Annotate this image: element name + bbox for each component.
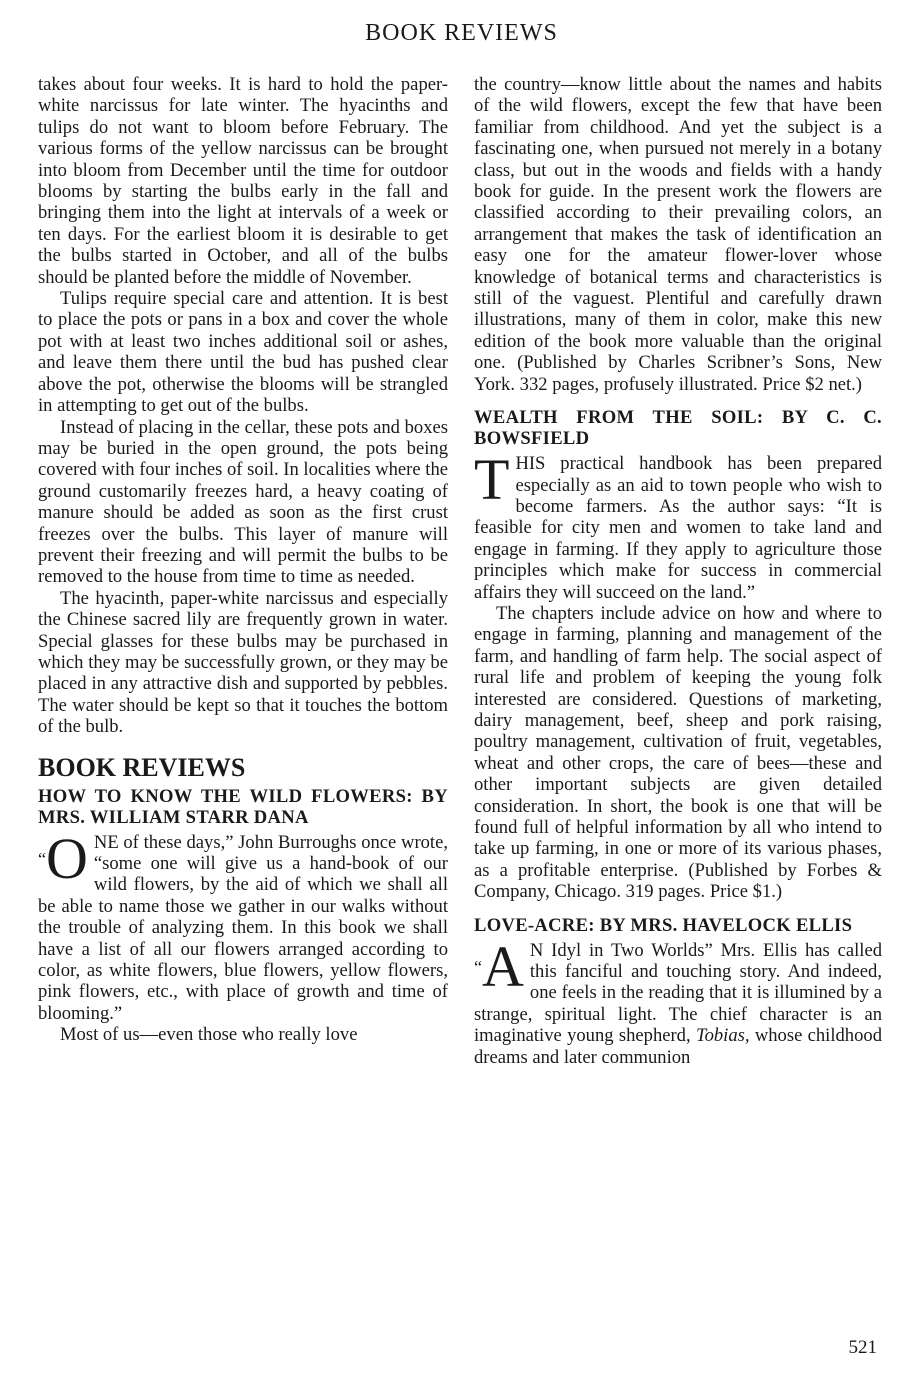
- review-title: LOVE-ACRE: BY MRS. HAVELOCK ELLIS: [474, 914, 853, 936]
- drop-cap: [38, 825, 88, 891]
- drop-cap-letter: O: [46, 825, 88, 891]
- review-paragraph: [474, 447, 882, 603]
- paragraph: takes about four weeks. It is hard to hold the paper-white narcissus for late winter. The hyacinths and tulips do not want to bloom before February. The various forms of the yellow narcissus can be brought into bloom from December until the time for outdoor blooms by starting the bulbs early in the fall and bringing them into the light at intervals of a week or ten days. For the earliest bloom it is desirable to get the bulbs started in October, and all of the bulbs should be planted before the middle of November.: [38, 74, 448, 288]
- drop-cap-letter: A: [482, 933, 524, 999]
- left-column: [38, 74, 448, 1046]
- review-text: NE of these days,” John Burroughs once wrote, “some one will give us a hand-book of our wild flowers, by the aid of which we shall all be able to name those we gather in our walks without the trouble of analyzing them. In this book we shall have a list of all our flowers arranged according to color, as white flowers, blue flowers, yellow flowers, pink flowers, etc., with place of growth and time of blooming.”: [38, 831, 448, 1024]
- paragraph: The chapters include advice on how and where to engage in farming, planning and management of the farm, and handling of farm help. The social aspect of rural life and problem of keeping the young folk interested are considered. Questions of marketing, dairy management, beef, sheep and pork raising, poultry management, cultivation of fruit, vegetables, wheat and other crops, the care of bees—these and other important subjects are given detailed consideration. In short, the book is one that will be found full of helpful information by all who intend to take up farming, in one or more of its various phases, as a profitable enterprise. (Published by Forbes & Company, Chicago. 319 pages. Price $1.): [474, 602, 882, 903]
- drop-cap-quote: “: [38, 848, 46, 869]
- paragraph: The hyacinth, paper-white narcissus and especially the Chinese sacred lily are frequently grown in water. Special glasses for these bulbs may be purchased in which they may be successfully grown, or they may be placed in any attractive dish and supported by pebbles. The water should be kept so that it touches the bottom of the bulb.: [38, 587, 448, 738]
- paragraph: Instead of placing in the cellar, these pots and boxes may be buried in the open ground, the pots being covered with four inches of soil. In localities where the ground customarily freezes hard, a heavy coating of manure should be added as soon as the first crust freezes over the bulbs. This layer of manure will prevent their freezing and will permit the bulbs to be removed to the house from time to time as needed.: [38, 416, 448, 588]
- review-text: HIS practical handbook has been prepared especially as an aid to town people who wish to become farmers. As the author says: “It is feasible for city men and women to take land and engage in farming. If they apply to agriculture those principles which make for success in commercial affairs they will succeed on the land.”: [474, 453, 882, 603]
- paragraph: Most of us—even those who really love: [60, 1024, 358, 1046]
- section-heading: BOOK REVIEWS: [38, 752, 246, 782]
- review-text: whose childhood dreams and later communion: [474, 1025, 882, 1068]
- character-name: Tobias,: [695, 1025, 750, 1047]
- right-column: [474, 74, 882, 1068]
- page-number: 521: [848, 1337, 877, 1358]
- review-paragraph: [474, 933, 882, 1068]
- running-header: BOOK REVIEWS: [365, 20, 558, 46]
- review-text: N Idyl in Two Worlds” Mrs. Ellis has called this fanciful and touching story. And indeed, one feels in the reading that it is illumined by a strange, spiritual light. The chief character is an imaginative young shepherd,: [474, 939, 882, 1047]
- paragraph: the country—know little about the names and habits of the wild flowers, except the few that have been familiar from childhood. And yet the subject is a fascinating one, when pursued not merely in a botany class, but out in the woods and fields with a handy book for guide. In the present work the flowers are classified according to their prevailing colors, an arrangement that makes the task of identification an easy one for the amateur flower-lover whose knowledge of botanical terms and characteristics is still of the vaguest. Plentiful and carefully drawn illustrations, many of them in color, make this new edition of the book more valuable than the original one. (Published by Charles Scribner’s Sons, New York. 332 pages, profusely illustrated. Price $2 net.): [474, 74, 882, 395]
- review-title: HOW TO KNOW THE WILD FLOWERS: BY MRS. WILLIAM STARR DANA: [38, 785, 448, 828]
- paragraph: Tulips require special care and attention. It is best to place the pots or pans in a box and cover the whole pot with at least two inches additional soil or ashes, and leave them there until the bud has pushed clear above the pot, otherwise the blooms will be strangled in attempting to get out of the bulbs.: [38, 288, 448, 417]
- drop-cap-quote: “: [474, 956, 482, 977]
- drop-cap: [474, 933, 524, 999]
- review-title: WEALTH FROM THE SOIL: BY C. C. BOWSFIELD: [474, 407, 882, 450]
- drop-cap: T: [474, 447, 510, 513]
- review-paragraph: [38, 825, 448, 1025]
